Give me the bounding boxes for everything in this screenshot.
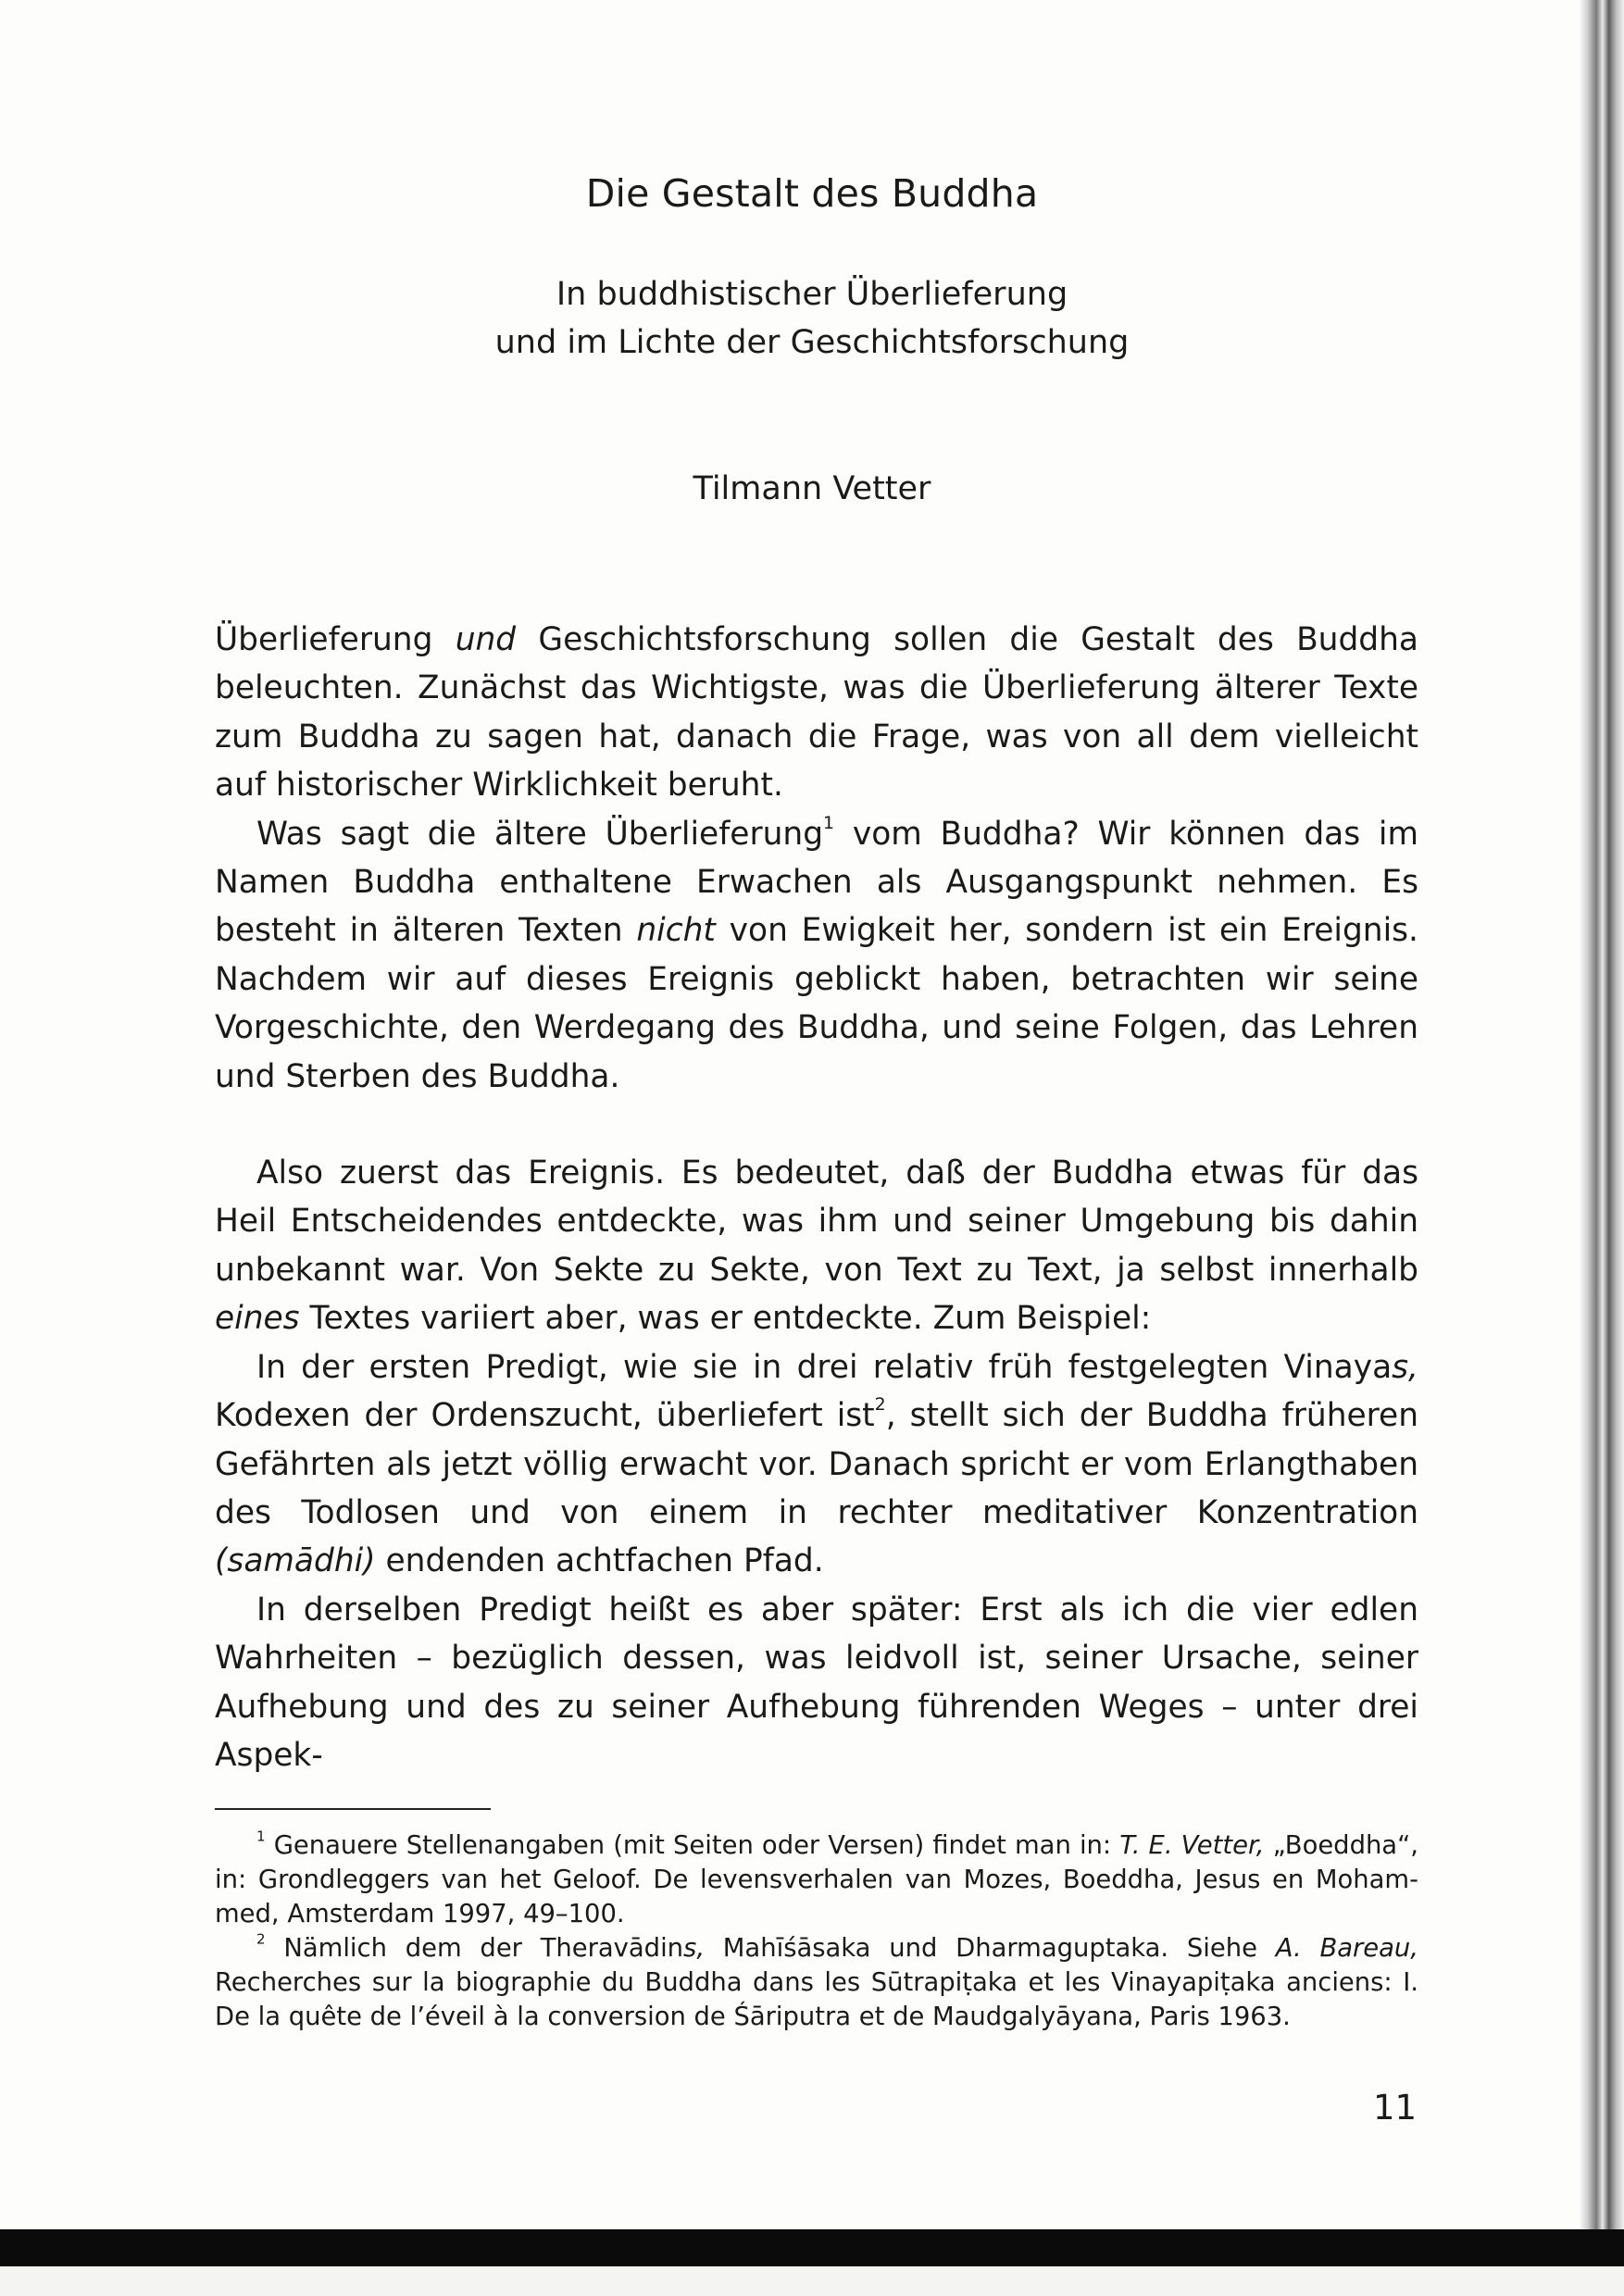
author-name: Tilmann Vetter [693,470,931,507]
text-run: , stellt sich der Buddha früheren Gefährten als jetzt völlig erwacht vor. Danach spricht er vom Erlangthaben des Todlosen und von einem in rechter meditativer Konzentration [215,1397,1418,1531]
emphasis: nicht [636,912,716,950]
chapter-title: Die Gestalt des Buddha [585,171,1039,216]
text-run: Genauere Stellenangaben (mit Seiten oder Versen) findet man in: [265,1831,1120,1860]
text-run: Mahīśāsaka und Dharmaguptaka. Siehe [705,1934,1276,1963]
text-run: Nämlich dem der Theravādin [265,1934,684,1963]
footnote-number: 1 [256,1828,266,1845]
text-run: „Boeddha“, in: Grondleggers van het Geloof. De levensverhalen van Mozes, Boeddha, Jesus en Mohammed, Amsterdam 1997, 49–100. [215,1831,1418,1928]
paragraph-4 [215,1343,1418,1586]
body-text [215,616,1418,1779]
scan-margin [0,2266,1624,2296]
emphasis: (samādhi) [215,1542,376,1580]
text-run: vom Buddha? Wir können das im Namen Buddha enthaltene Erwachen als Ausgangspunkt nehmen. Es besteht in älteren Texten [215,815,1418,950]
paragraph-2 [215,810,1418,1101]
text-run: Was sagt die ältere Überlieferung [256,815,824,853]
text-run: Also zuerst das Ereignis. Es bedeutet, daß der Buddha etwas für das Heil Entscheidendes entdeckte, was ihm und seiner Umgebung bis dahin unbekannt war. Von Sekte zu Sekte, von Text zu Text, ja selbst innerhalb [215,1154,1418,1289]
paragraph-3 [215,1149,1418,1343]
footnote-separator [215,1808,491,1810]
emphasis: T. E. Vetter, [1119,1831,1265,1860]
text-run: Recherches sur la biographie du Buddha dans les Sūtrapiṭaka et les Vinayapiṭaka anciens: I. De la quête de l’éveil à la conversion de Śāriputra et de Maudgalyāyana, Paris 1963. [215,1968,1418,2031]
footnote-1 [215,1828,1418,1931]
text-run: Kodexen der Ordenszucht, überliefert ist [215,1397,875,1435]
emphasis: A. Bareau, [1275,1934,1418,1963]
text-run: Geschichtsforschung sollen die Gestalt des Buddha beleuchten. Zunächst das Wichtigste, was die Überlieferung älterer Texte zum Buddha zu sagen hat, danach die Frage, was von all dem vielleicht auf historischer Wirklichkeit beruht. [215,621,1418,805]
text-run: von Ewigkeit her, sondern ist ein Ereignis. Nachdem wir auf dieses Ereignis geblickt haben, betrachten wir seine Vorgeschichte, den Werdegang des Buddha, und seine Folgen, das Lehren und Sterben des Buddha. [215,912,1418,1095]
chapter-subtitle [0,270,1624,367]
footnote-number: 2 [256,1930,266,1948]
emphasis: s, [1392,1348,1418,1386]
page-number: 11 [1373,2088,1418,2128]
emphasis: s, [683,1934,706,1963]
emphasis: eines [215,1300,300,1338]
paragraph-5 [215,1586,1418,1780]
text-run: endenden achtfachen Pfad. [375,1542,824,1580]
footnote-2 [215,1931,1418,2034]
paragraph-1 [215,616,1418,810]
scan-bottom-border [0,2229,1624,2266]
subtitle-line-1: In buddhistischer Überlieferung [556,276,1068,313]
footnote-ref[interactable]: 1 [823,812,835,833]
book-binding-edge [1580,0,1624,2231]
text-run: In der ersten Predigt, wie sie in drei relativ früh festgelegten Vinaya [256,1348,1393,1386]
footnote-ref[interactable]: 2 [874,1394,886,1416]
text-run: Überlieferung [215,621,456,658]
text-run: In derselben Predigt heißt es aber später: Erst als ich die vier edlen Wahrheiten – bezüglich dessen, was leidvoll ist, seiner Ursache, seiner Aufhebung und des zu seiner Aufhebung führenden Weges – unter drei Aspek- [215,1591,1418,1774]
subtitle-line-2: und im Lichte der Geschichtsforschung [494,324,1130,361]
text-run: Textes variiert aber, was er entdeckte. Zum Beispiel: [299,1300,1152,1338]
emphasis: und [455,621,517,658]
footnotes [215,1828,1418,2034]
